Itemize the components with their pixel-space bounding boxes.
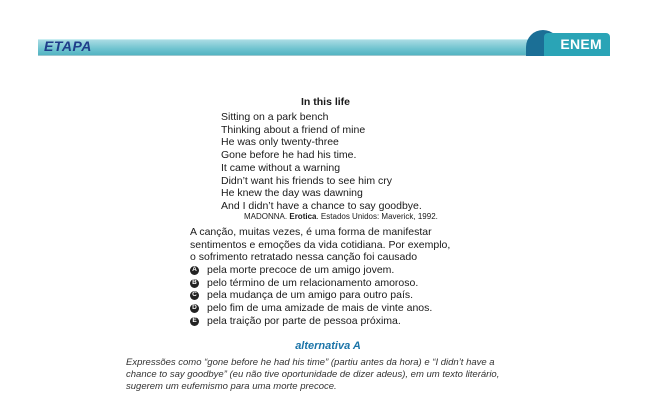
source-details: . Estados Unidos: Maverick, 1992. (316, 212, 438, 221)
poem-line: Thinking about a friend of mine (221, 123, 366, 136)
option-text: pelo término de um relacionamento amoroso. (207, 276, 419, 289)
poem-line: Gone before he had his time. (221, 149, 357, 162)
exam-tab (518, 30, 610, 56)
option-letter-badge: C (190, 291, 199, 300)
option-text: pela mudança de um amigo para outro país. (207, 289, 414, 302)
option-text: pelo fim de uma amizade de mais de vinte anos. (207, 302, 433, 315)
option-letter-badge: A (190, 266, 199, 275)
comment-line: sugerem um eufemismo para uma morte precoce. (126, 380, 337, 392)
page-header (38, 30, 610, 58)
comment-line: Expressões como “gone before he had his time” (partiu antes da hora) e “I didn’t have a (126, 357, 495, 368)
poem-line: It came without a warning (221, 161, 341, 174)
poem-source (244, 212, 438, 221)
option-letter-badge: D (190, 304, 199, 313)
poem-line: Sitting on a park bench (221, 111, 329, 123)
comment-line: chance to say goodbye” (eu não tive oportunidade de dizer adeus), em um texto literário, (126, 368, 500, 380)
option-b[interactable] (190, 277, 432, 290)
question-line: o sofrimento retratado nessa canção foi causado (190, 251, 418, 264)
option-e[interactable] (190, 315, 432, 328)
source-work: Erotica (289, 212, 317, 221)
option-d[interactable] (190, 302, 432, 315)
source-author: MADONNA. (244, 212, 288, 221)
answer-label: alternativa A (295, 340, 361, 352)
answer-comment (126, 357, 546, 392)
question-stem (190, 226, 462, 264)
poem-line: He was only twenty-three (221, 136, 339, 149)
brand-label: ETAPA (44, 38, 92, 54)
poem-title: In this life (301, 96, 351, 108)
poem-text (221, 111, 422, 213)
exam-label: ENEM (560, 36, 602, 52)
option-letter-badge: E (190, 317, 199, 326)
poem-line: Didn’t want his friends to see him cry (221, 174, 392, 187)
question-line: A canção, muitas vezes, é uma forma de manifestar (190, 226, 432, 238)
option-text: pela traição por parte de pessoa próxima. (207, 314, 401, 327)
question-line: sentimentos e emoções da vida cotidiana. Por exemplo, (190, 238, 451, 251)
answer-options (190, 264, 432, 327)
poem-line: And I didn’t have a chance to say goodbye. (221, 199, 422, 212)
poem-line: He knew the day was dawning (221, 187, 363, 200)
option-a[interactable] (190, 264, 432, 277)
option-text: pela morte precoce de um amigo jovem. (207, 264, 395, 276)
option-c[interactable] (190, 289, 432, 302)
option-letter-badge: B (190, 279, 199, 288)
